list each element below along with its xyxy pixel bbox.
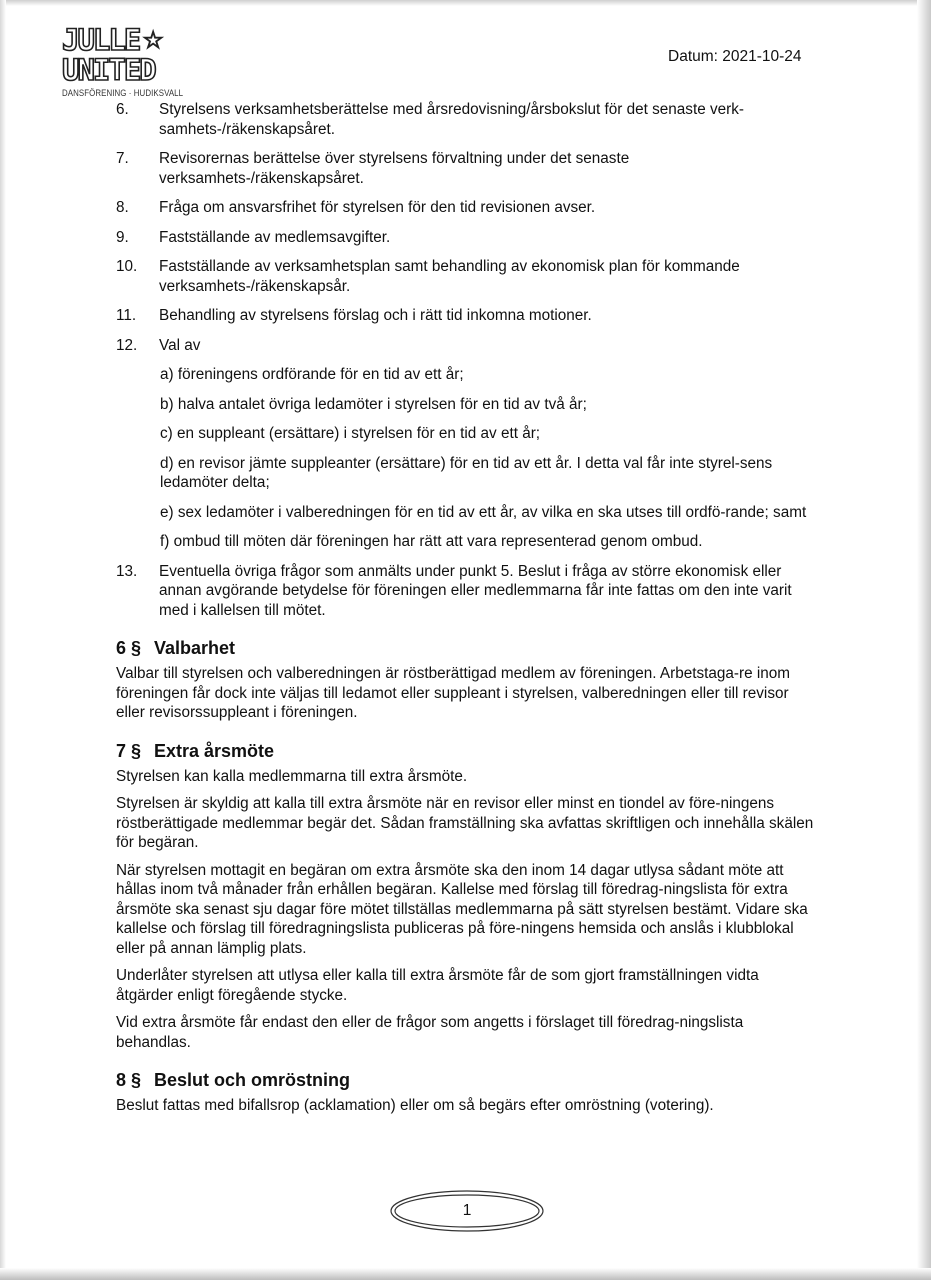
- page-shadow-left: [0, 0, 6, 1280]
- agenda-item-text: Fastställande av medlemsavgifter.: [159, 228, 391, 246]
- agenda-item-text: Styrelsens verksamhetsberättelse med årsredovisning/årsbokslut för det senaste verk-samhets-/räkenskapsåret.: [159, 101, 744, 138]
- agenda-item-number: 7.: [116, 150, 129, 167]
- section-heading-6: [116, 638, 816, 658]
- agenda-list: [116, 100, 816, 620]
- sub-item: b) halva antalet övriga ledamöter i styrelsen för en tid av två år;: [160, 395, 587, 413]
- agenda-item-text: Fråga om ansvarsfrihet för styrelsen för den tid revisionen avser.: [159, 199, 596, 216]
- sub-item: e) sex ledamöter i valberedningen för en tid av ett år, av vilka en ska utses till ordfö-rande; samt: [160, 503, 807, 521]
- agenda-item: [116, 562, 816, 621]
- agenda-item-text: Fastställande av verksamhetsplan samt behandling av ekonomisk plan för kommande verksamhets-/räkenskapsår.: [159, 258, 740, 295]
- agenda-item-number: 11.: [116, 307, 137, 324]
- document-date: Datum: 2021-10-24: [668, 48, 802, 65]
- agenda-item-text: Behandling av styrelsens förslag och i rätt tid inkomna motioner.: [159, 307, 592, 324]
- section-number: 8 §: [116, 1070, 142, 1090]
- section-paragraph: Styrelsen kan kalla medlemmarna till extra årsmöte.: [116, 767, 468, 785]
- section-number: 7 §: [116, 740, 142, 761]
- section-paragraph: När styrelsen mottagit en begäran om extra årsmöte ska den inom 14 dagar utlysa sådant möte att hållas inom två månader från erhållen begäran. Kallelse med förslag till föredrag-ningslista för extra årsmöte ska senast sju dagar före mötet tillställas medlemmarna på sätt styrelsen bestämt. Vidare ska kallelse och förslag till föredragningslista publiceras på före-ningens hemsida och anslås i klubblokal eller på annan lämplig plats.: [116, 861, 808, 957]
- section-heading-8: [116, 1070, 816, 1090]
- agenda-item-number: 8.: [116, 199, 129, 216]
- logo-subtitle: DANSFÖRENING · HUDIKSVALL: [62, 88, 184, 99]
- sub-item: a) föreningens ordförande för en tid av ett år;: [160, 366, 464, 383]
- section-paragraph: Styrelsen är skyldig att kalla till extra årsmöte när en revisor eller minst en tiondel av före-ningens röstberättigade medlemmar begär det. Sådan framställning ska avfattas skriftligen och innehålla skälen för begäran.: [116, 795, 814, 851]
- sub-item: f) ombud till möten där föreningen har rätt att vara representerad genom ombud.: [160, 533, 703, 550]
- section-paragraph: Vid extra årsmöte får endast den eller de frågor som angetts i förslaget till föredrag-ningslista behandlas.: [116, 1014, 744, 1051]
- agenda-item: [116, 149, 816, 188]
- section-title: Extra årsmöte: [154, 740, 275, 761]
- club-logo: [62, 25, 222, 99]
- election-sub-list: [160, 365, 816, 552]
- star-icon: ☆: [142, 26, 162, 54]
- agenda-item-text: Val av: [159, 336, 201, 354]
- agenda-item: [116, 100, 816, 139]
- section-title: Beslut och omröstning: [154, 1070, 351, 1090]
- logo-line-1: JULLE: [62, 23, 140, 57]
- page-shadow-bottom: [0, 1268, 931, 1280]
- section-title: Valbarhet: [154, 638, 236, 658]
- agenda-item-number: 13.: [116, 562, 138, 580]
- agenda-item: [116, 336, 816, 356]
- page-shadow-right: [917, 0, 931, 1280]
- page-shadow-top: [0, 0, 931, 6]
- document-body: [116, 100, 816, 1124]
- agenda-item: [116, 257, 816, 296]
- agenda-item-number: 9.: [116, 228, 129, 246]
- agenda-item: [116, 228, 816, 248]
- section-paragraph: Underlåter styrelsen att utlysa eller kalla till extra årsmöte får de som gjort framställningen vidta åtgärder enligt föregående stycke.: [116, 967, 759, 1004]
- section-number: 6 §: [116, 638, 142, 658]
- sub-item: d) en revisor jämte suppleanter (ersättare) för en tid av ett år. I detta val får inte styrel-sens ledamöter delta;: [160, 454, 773, 491]
- section-paragraph: Beslut fattas med bifallsrop (acklamation) eller om så begärs efter omröstning (votering).: [116, 1097, 714, 1114]
- agenda-item-text: Revisorernas berättelse över styrelsens förvaltning under det senaste verksamhets-/räkenskapsåret.: [159, 150, 630, 187]
- page-number-badge: [389, 1189, 545, 1233]
- agenda-item-number: 6.: [116, 101, 129, 118]
- agenda-item-number: 10.: [116, 258, 138, 275]
- agenda-item-number: 12.: [116, 336, 138, 354]
- agenda-item: [116, 198, 816, 218]
- sub-item: c) en suppleant (ersättare) i styrelsen för en tid av ett år;: [160, 425, 541, 442]
- agenda-item: [116, 306, 816, 326]
- agenda-item-text: Eventuella övriga frågor som anmälts under punkt 5. Beslut i fråga av större ekonomisk eller annan avgörande betydelse för föreningen eller medlemmarna får inte fattas om den inte varit med i kallelsen till mötet.: [159, 562, 792, 619]
- section-heading-7: [116, 741, 816, 761]
- logo-line-2: UNITED: [62, 53, 155, 87]
- section-paragraph: Valbar till styrelsen och valberedningen är röstberättigad medlem av föreningen. Arbetstaga-re inom föreningen får dock inte väljas till ledamot eller suppleant i styrelsen, valberedningen eller till revisor eller revisorssuppleant i föreningen.: [116, 665, 790, 721]
- page-number: 1: [462, 1202, 472, 1219]
